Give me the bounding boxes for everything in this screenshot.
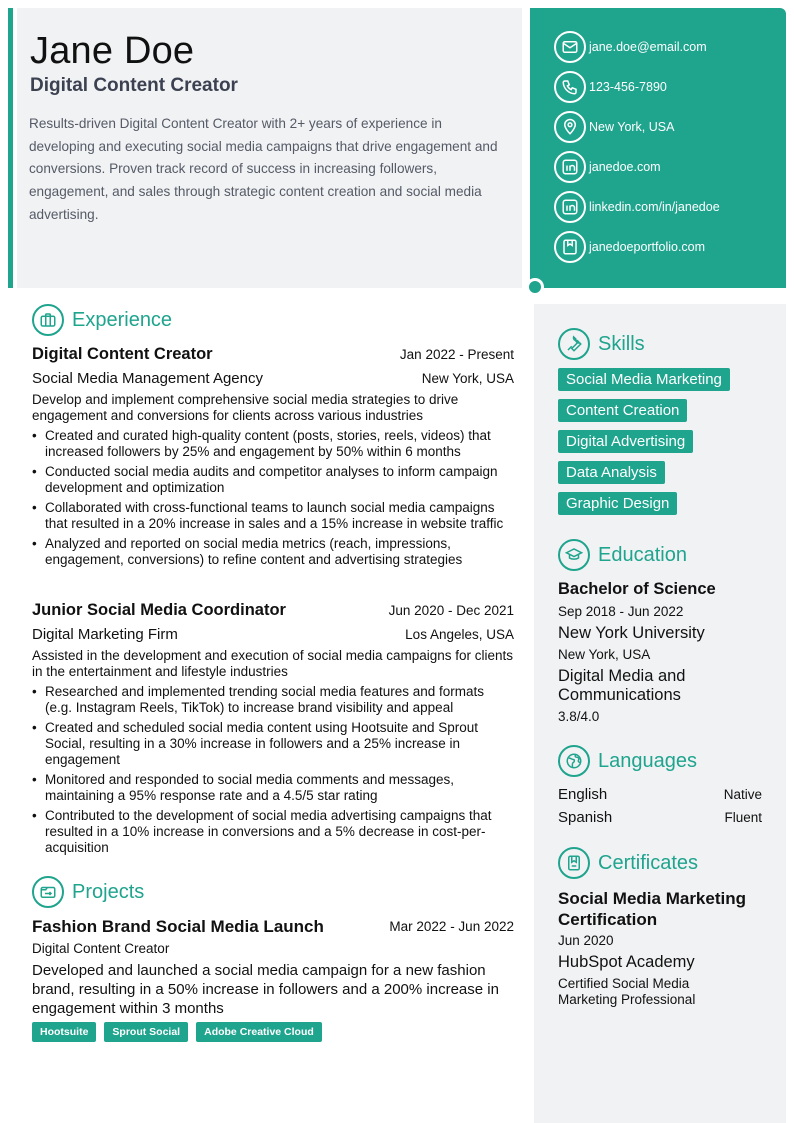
list-item: • Conducted social media audits and competitor analyses to inform campaign development and optimization [32,464,514,496]
mail-icon [554,31,586,63]
language-name: Spanish [558,809,613,826]
projects-heading: Projects [32,876,144,908]
skill-chip: Graphic Design [558,492,677,515]
certificate-credential: Certified Social Media Marketing Professional [558,976,696,1007]
education-dates: Sep 2018 - Jun 2022 [558,604,684,619]
skill-chip: Digital Advertising [558,430,693,453]
list-item: • Created and scheduled social media content using Hootsuite and Sprout Social, resulting in a 30% increase in followers and a 25% increase in engagement [32,720,514,768]
accent-bar [8,8,13,288]
candidate-name: Jane Doe [30,30,195,72]
project-role: Digital Content Creator [32,941,170,956]
list-item: • Contributed to the development of social media advertising campaigns that resulted in a 10% increase in conversions and a 5% decrease in cost-per-acquisition [32,808,514,856]
education-degree: Bachelor of Science [558,580,716,598]
job-company: Digital Marketing Firm [32,626,178,643]
location-pin-icon [554,111,586,143]
education-school: New York University [558,624,705,642]
list-item: • Analyzed and reported on social media metrics (reach, impressions, engagement, conversions) to refine content and advertising strategies [32,536,514,568]
skill-chip: Social Media Marketing [558,368,730,391]
certificate-issuer: HubSpot Academy [558,953,695,971]
job-location: Los Angeles, USA [405,627,514,642]
contact-website[interactable] [554,151,661,183]
job-date: Jan 2022 - Present [399,347,514,362]
portfolio-text: janedoeportfolio.com [589,240,706,254]
phone-icon [554,71,586,103]
project-icon [32,876,64,908]
job-location: New York, USA [421,371,514,386]
summary-text: Results-driven Digital Content Creator with 2+ years of experience in developing and executing social media campaigns that drive engagement and conversions. Proven track record of success in increasing followers, engagement, and sales through strategic content creation and social media advertising. [29,116,498,222]
project-date: Mar 2022 - Jun 2022 [389,919,514,934]
phone-text: 123-456-7890 [589,80,667,94]
wrench-icon [558,328,590,360]
briefcase-icon [32,304,64,336]
language-name: English [558,786,608,803]
language-level: Fluent [724,810,762,825]
job-description: Develop and implement comprehensive social media strategies to drive engagement and conversions for clients across various industries [32,392,459,423]
project-tag: Hootsuite [32,1022,96,1042]
job-bullets [32,428,514,572]
project-title: Fashion Brand Social Media Launch [32,917,324,936]
candidate-role: Digital Content Creator [30,75,238,96]
job-company: Social Media Management Agency [32,370,263,387]
location-text: New York, USA [589,120,675,134]
list-item: • Researched and implemented trending social media features and formats (e.g. Instagram Reels, TikTok) to increase brand visibility and appeal [32,684,514,716]
divider-dot-inner [529,281,541,293]
job-date: Jun 2020 - Dec 2021 [388,603,514,618]
job-description: Assisted in the development and execution of social media campaigns for clients in the entertainment and lifestyle industries [32,648,514,679]
language-level: Native [723,787,762,802]
education-heading: Education [558,539,687,571]
contact-linkedin[interactable] [554,191,720,223]
contact-portfolio[interactable] [554,231,705,263]
project-tags [32,1022,322,1042]
globe-icon [558,745,590,777]
certificate-icon [558,847,590,879]
job-title: Junior Social Media Coordinator [32,601,286,619]
linkedin-icon [554,191,586,223]
education-field: Digital Media and Communications [558,667,686,704]
list-item: • Collaborated with cross-functional teams to launch social media campaigns that resulted in a 20% increase in sales and a 15% increase in website traffic [32,500,514,532]
languages-heading: Languages [558,745,697,777]
email-text: jane.doe@email.com [589,40,707,54]
contact-phone[interactable] [554,71,667,103]
contact-email[interactable] [554,31,707,63]
certificate-date: Jun 2020 [558,933,614,948]
project-tag: Sprout Social [104,1022,188,1042]
skills-heading: Skills [558,328,645,360]
job-title: Digital Content Creator [32,345,213,363]
language-row [558,809,762,826]
project-tag: Adobe Creative Cloud [196,1022,322,1042]
language-row [558,786,762,803]
linkedin-icon [554,151,586,183]
linkedin-text: linkedin.com/in/janedoe [589,200,720,214]
graduation-cap-icon [558,539,590,571]
education-location: New York, USA [558,647,651,662]
skill-chip: Content Creation [558,399,687,422]
certificates-heading: Certificates [558,847,698,879]
project-description: Developed and launched a social media campaign for a new fashion brand, resulting in a 50% increase in followers and a 200% increase in engagement within 3 months [32,962,499,1017]
contact-location [554,111,674,143]
list-item: • Created and curated high-quality content (posts, stories, reels, videos) that increased followers by 25% and engagement by 50% within 6 months [32,428,514,460]
skill-chip: Data Analysis [558,461,665,484]
portfolio-icon [554,231,586,263]
experience-heading: Experience [32,304,172,336]
job-bullets [32,684,514,860]
certificate-name: Social Media Marketing Certification [558,889,746,929]
website-text: janedoe.com [589,160,661,174]
education-gpa: 3.8/4.0 [558,709,600,724]
list-item: • Monitored and responded to social media comments and messages, maintaining a 95% response rate and a 4.5/5 star rating [32,772,514,804]
